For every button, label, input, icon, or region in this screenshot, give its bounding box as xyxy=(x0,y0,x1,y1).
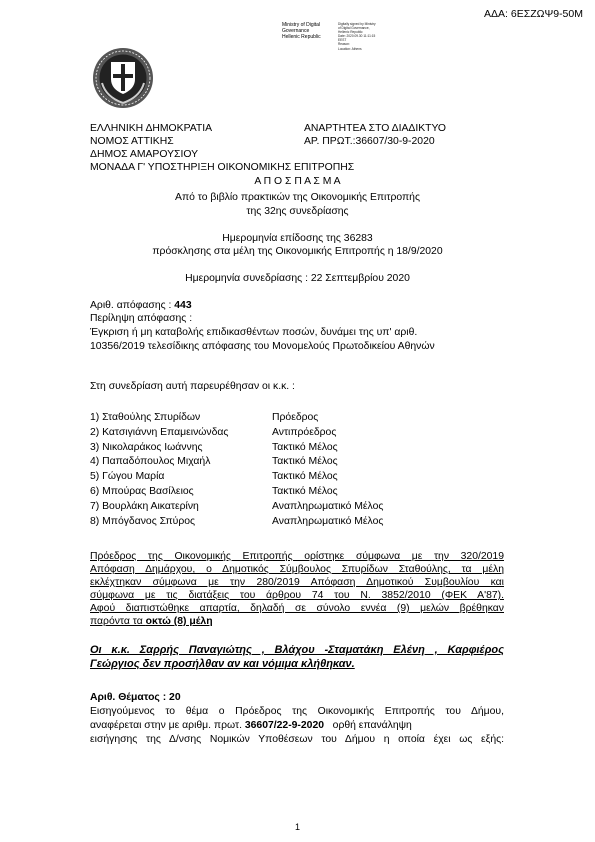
signature-detail: Digitally signed by Ministry xyxy=(338,22,376,26)
signature-detail: Date: 2020.09.30 11:11:15 xyxy=(338,34,376,39)
decision-number-label: Αριθ. απόφασης : xyxy=(90,300,172,311)
member-name: 3) Νικολαράκος Ιωάννης xyxy=(90,441,203,453)
member-name: 5) Γώγου Μαρία xyxy=(90,471,165,483)
member-role: Πρόεδρος xyxy=(272,412,319,423)
quorum-line xyxy=(90,616,213,627)
chair-paragraph-line: σύμφωνα με τις διατάξεις του άρθρου 74 του Ν. 3852/2010 (ΦΕΚ Α'87). xyxy=(90,590,504,601)
signature-detail: Reason: xyxy=(338,42,350,47)
intro-line: Εισηγούμενος το θέμα ο Πρόεδρος της Οικονομικής Επιτροπής του Δήμου, xyxy=(90,706,504,717)
member-role: Τακτικό Μέλος xyxy=(272,441,338,453)
member-row xyxy=(90,500,383,515)
chair-paragraph-line: εκλέχτηκαν σύμφωνα με την 280/2019 Απόφαση Δημοτικού Συμβουλίου και xyxy=(90,577,504,588)
attendance-intro: Στη συνεδρίαση αυτή παρευρέθησαν οι κ.κ. : xyxy=(90,381,295,392)
member-name: 6) Μπούρας Βασίλειος xyxy=(90,485,194,497)
signature-line: Ministry of Digital xyxy=(282,22,321,28)
member-role: Τακτικό Μέλος xyxy=(272,471,338,483)
intro-text: ορθή επανάληψη xyxy=(324,720,412,731)
member-row xyxy=(90,441,383,456)
signature-detail: Location: Athens xyxy=(338,46,362,51)
signature-line: Hellenic Republic xyxy=(282,34,321,40)
hellenic-emblem-icon xyxy=(92,47,154,109)
summary-text: Έγκριση ή μη καταβολής επιδικασθέντων ποσών, δυνάμει της υπ' αριθ. xyxy=(90,327,418,338)
issuer-line: ΕΛΛΗΝΙΚΗ ΔΗΜΟΚΡΑΤΙΑ xyxy=(90,123,213,134)
signature-detail: EEST xyxy=(338,38,347,43)
member-name: 1) Σταθούλης Σπυρίδων xyxy=(90,412,201,423)
member-row xyxy=(90,470,383,485)
item-number: Αριθ. Θέματος : 20 xyxy=(90,692,181,703)
absent-members-line: Γεώργιος δεν προσήλθαν αν και νόμιμα κλήθηκαν. xyxy=(90,658,355,670)
intro-line: εισήγησης της Δ/νσης Νομικών Υποθέσεων του Δήμου η οποία έχει ως εξής: xyxy=(90,734,504,745)
member-role: Τακτικό Μέλος xyxy=(272,456,338,468)
member-name: 4) Παπαδόπουλος Μιχαήλ xyxy=(90,456,211,468)
signature-detail: Hellenic Republic xyxy=(338,30,363,35)
digital-signature-details xyxy=(338,22,376,51)
signature-detail: of Digital Governance, xyxy=(338,26,370,31)
member-name: 2) Κατσιγιάννη Επαμεινώνδας xyxy=(90,426,229,438)
document-title: Α Π Ο Σ Π Α Σ Μ Α xyxy=(254,176,341,187)
unit-line: ΜΟΝΑΔΑ Γ' ΥΠΟΣΤΗΡΙΞΗ ΟΙΚΟΝΟΜΙΚΗΣ ΕΠΙΤΡΟΠΗΣ xyxy=(90,162,355,173)
member-name: 8) Μπόγδανος Σπύρος xyxy=(90,515,196,527)
member-role: Αναπληρωματικό Μέλος xyxy=(272,515,384,527)
decision-number-value: 443 xyxy=(174,300,192,311)
member-name: 7) Βουρλάκη Αικατερίνη xyxy=(90,500,199,512)
member-row xyxy=(90,485,383,500)
reference-number: 36607/22-9-2020 xyxy=(244,720,325,731)
quorum-text: παρόντα τα xyxy=(90,616,146,627)
members-list xyxy=(90,411,383,529)
service-date-line: Ημερομηνία επίδοσης της 36283 xyxy=(222,233,373,244)
ada-code: ΑΔΑ: 6ΕΣΖΩΨ9-50Μ xyxy=(484,8,583,20)
member-role: Αντιπρόεδρος xyxy=(272,426,337,438)
summary-label: Περίληψη απόφασης : xyxy=(90,313,193,324)
issuer-line: ΝΟΜΟΣ ΑΤΤΙΚΗΣ xyxy=(90,136,174,147)
intro-text: αναφέρεται στην με αριθμ. πρωτ. xyxy=(90,720,245,731)
posting-notice: ΑΝΑΡΤΗΤΕΑ ΣΤΟ ΔΙΑΔΙΚΤΥΟ xyxy=(304,123,446,134)
member-row xyxy=(90,426,383,441)
quorum-count: οκτώ (8) μέλη xyxy=(145,616,213,627)
member-row xyxy=(90,455,383,470)
page-number: 1 xyxy=(294,822,300,832)
source-line: της 32ης συνεδρίασης xyxy=(246,206,349,217)
member-row xyxy=(90,411,383,426)
meeting-date: Ημερομηνία συνεδρίασης : 22 Σεπτεμβρίου 2020 xyxy=(185,273,410,284)
protocol-number: ΑΡ. ΠΡΩΤ.:36607/30-9-2020 xyxy=(304,136,435,147)
member-role: Αναπληρωματικό Μέλος xyxy=(272,500,384,512)
absent-members-line: Οι κ.κ. Σαρρής Παναγιώτης , Βλάχου -Σταματάκη Ελένη , Καρφιέρος xyxy=(90,644,504,656)
member-role: Τακτικό Μέλος xyxy=(272,485,338,497)
protocol-block xyxy=(304,122,446,148)
digital-signature-label xyxy=(282,22,321,40)
intro-line xyxy=(90,720,412,731)
decision-number xyxy=(90,300,192,311)
chair-paragraph-line: Πρόεδρος της Οικονομικής Επιτροπής ορίστηκε σύμφωνα με την 320/2019 xyxy=(90,551,504,562)
service-date-line: πρόσκλησης στα μέλη της Οικονομικής Επιτροπής η 18/9/2020 xyxy=(152,246,443,257)
signature-line: Governance xyxy=(282,28,310,34)
chair-paragraph-line: Απόφαση Δημάρχου, ο Δημοτικός Σύμβουλος Σπυρίδων Σταθούλης, τα μέλη xyxy=(90,564,504,575)
issuer-line: ΔΗΜΟΣ ΑΜΑΡΟΥΣΙΟΥ xyxy=(90,149,199,160)
summary-text: 10356/2019 τελεσίδικης απόφασης του Μονομελούς Πρωτοδικείου Αθηνών xyxy=(90,341,435,352)
source-line: Από το βιβλίο πρακτικών της Οικονομικής Επιτροπής xyxy=(175,192,420,203)
chair-paragraph-line: Αφού διαπιστώθηκε απαρτία, δηλαδή σε σύνολο εννέα (9) μελών βρέθηκαν xyxy=(90,603,504,614)
member-row xyxy=(90,515,383,530)
